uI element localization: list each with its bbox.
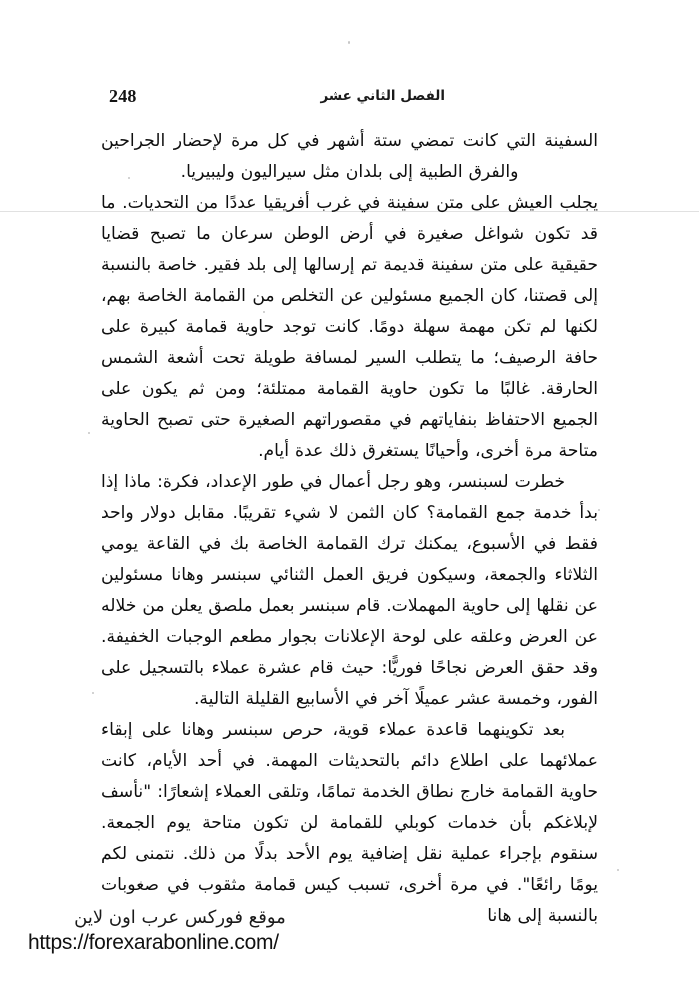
body-text-block bbox=[101, 126, 598, 932]
paragraph-1: السفينة التي كانت تمضي ستة أشهر في كل مرة لإحضار الجراحين والفرق الطبية إلى بلدان مثل سيراليون وليبيريا. bbox=[101, 131, 598, 182]
chapter-title: الفصل الثاني عشر bbox=[320, 88, 445, 104]
page-number: 248 bbox=[109, 86, 137, 106]
paragraph-3: خطرت لسبنسر، وهو رجل أعمال في طور الإعداد، فكرة: ماذا إذا بدأ خدمة جمع القمامة؟ كان الثمن لا شيء تقريبًا. مقابل دولار واحد فقط في الأسبوع، يمكنك ترك القمامة الخاصة بك في القاعة يومي الثلاثاء والجمعة، وسيكون فريق العمل الثنائي سبنسر وهانا مسئولين عن نقلها إلى حاوية المهملات. قام سبنسر بعمل ملصق يعلن من خلاله عن العرض وعلقه على لوحة الإعلانات بجوار مطعم الوجبات الخفيفة. وقد حقق العرض نجاحًا فوريًّا: حيث قام عشرة عملاء بالتسجيل على الفور، وخمسة عشر عميلًا آخر في الأسابيع القليلة التالية. bbox=[101, 472, 598, 709]
paragraph-2: يجلب العيش على متن سفينة في غرب أفريقيا عددًا من التحديات. ما قد تكون شواغل صغيرة في أرض الوطن سرعان ما تصبح قضايا حقيقية على متن سفينة قديمة تم إرسالها إلى بلد فقير. خاصة بالنسبة إلى قصتنا، كان الجميع مسئولين عن التخلص من القمامة الخاصة بهم، لكنها لم تكن مهمة سهلة دومًا. كانت توجد حاوية قمامة كبيرة على حافة الرصيف؛ ما يتطلب السير لمسافة طويلة تحت أشعة الشمس الحارقة. غالبًا ما تكون حاوية القمامة ممتلئة؛ ومن ثم يكون على الجميع الاحتفاظ بنفاياتهم في مقصوراتهم الصغيرة حتى تصبح الحاوية متاحة مرة أخرى، وأحيانًا يستغرق ذلك عدة أيام. bbox=[101, 193, 598, 461]
watermark-url: https://forexarabonline.com/ bbox=[28, 931, 279, 954]
watermark-site-name: موقع فوركس عرب اون لاين bbox=[74, 907, 286, 928]
scan-speck bbox=[617, 869, 619, 871]
scan-speck bbox=[92, 692, 94, 694]
paragraph-4: بعد تكوينهما قاعدة عملاء قوية، حرص سبنسر وهانا على إبقاء عملائهما على اطلاع دائم بالتحديثات المهمة. في أحد الأيام، كانت حاوية القمامة خارج نطاق الخدمة تمامًا، وتلقى العملاء إشعارًا: "نأسف لإبلاغكم بأن خدمات كوبلي للقمامة لن تكون متاحة يوم الجمعة. سنقوم بإجراء عملية نقل إضافية يوم الأحد بدلًا من ذلك. نتمنى لكم يومًا رائعًا". في مرة أخرى، تسبب كيس قمامة مثقوب في صعوبات بالنسبة إلى هانا bbox=[101, 720, 598, 926]
watermark bbox=[28, 906, 358, 956]
running-head bbox=[105, 86, 598, 110]
scan-speck bbox=[598, 509, 600, 511]
scan-speck bbox=[348, 41, 350, 44]
scan-speck bbox=[88, 432, 90, 434]
